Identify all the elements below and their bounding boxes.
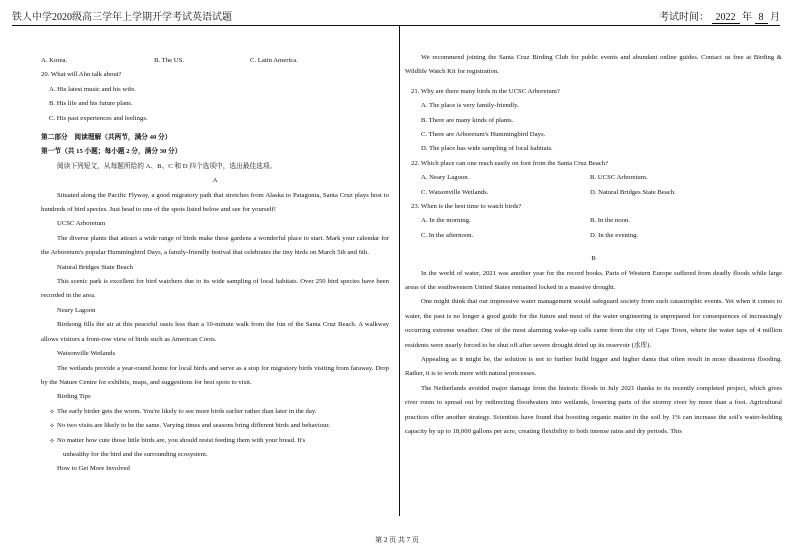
- tip-text: No matter how cute those little birds are, you should resist feeding them with your bread. It's: [57, 436, 306, 444]
- watsonville-text: The wetlands provide a year-round home for local birds and serve as a stop for migratory birds visiting from faraway. Drop by the Nature Centre for exhibits, maps, and suggestions for best spots to visit.: [41, 364, 389, 386]
- option-a: A. Korea.: [41, 57, 68, 64]
- q23-option-a: A. In the morning.: [421, 217, 471, 225]
- exam-year-unit: 年: [742, 12, 752, 23]
- passage-b-paragraph-3: Appealing as it might be, the solution is not to further build bigger and higher dams that often result in more disastrous flooding. Rather, it is to work more with natural processes.: [405, 356, 782, 378]
- tip-item: [41, 419, 389, 433]
- involved-text: We recommend joining the Santa Cruz Birding Club for public events and abundant online guides. Contact us free at Birding & Wildlife Watch Kit for registration.: [405, 54, 782, 76]
- passage-a-label: A: [212, 177, 218, 185]
- neary-lagoon-text: Birdsong fills the air at this peaceful oasis less than a 10-minute walk from the fun of the Santa Cruz Beach. A walkway allows visitors a front-row view of birds such as American Coots.: [41, 321, 389, 343]
- option-b: B. The US.: [154, 57, 184, 64]
- q23-option-d: D. In the evening.: [590, 231, 639, 239]
- q21-option-b: B. There are many kinds of plants.: [421, 116, 514, 124]
- tip-bullet-icon: ✧: [49, 407, 55, 416]
- tip-continuation: unhealthy for the bird and the surrounding ecosystem.: [63, 450, 208, 458]
- q22-option-a: A. Neary Lagoon.: [421, 174, 470, 182]
- q20-option-b: B. His life and his future plans.: [49, 100, 133, 108]
- q22-options-row: [405, 171, 782, 185]
- page-number: 第 2 页 共 7 页: [375, 536, 419, 544]
- tip-item: [41, 434, 389, 448]
- tip-bullet-icon: ✧: [49, 422, 55, 431]
- exam-title: 铁人中学2020级高三学年上学期开学考试英语试题: [12, 12, 232, 23]
- q23-options-row: [405, 214, 782, 228]
- ucsc-title: UCSC Arboretum: [57, 220, 106, 228]
- tip-item: [41, 405, 389, 419]
- passage-b-paragraph-1: In the world of water, 2021 was another year for the record books. Parts of Western Europe suffered from deadly floods while large areas of the southwestern United States remained locked in a massive drought.: [405, 269, 782, 292]
- section1-title: 第一节（共 15 小题；每小题 2 分，满分 30 分）: [41, 148, 182, 156]
- q20-stem: 20. What will Ahn talk about?: [41, 71, 122, 79]
- tip-bullet-icon: ✧: [49, 436, 55, 445]
- ucsc-text: The diverse plants that attract a wide range of birds make these gardens a wonderful place to start. Mark your calendar for the Arboretum's popular Hummingbird Days, a family-friendly festival that celebrates the tiny birds on March 5th and 6th.: [41, 234, 389, 257]
- left-column: [41, 54, 389, 477]
- neary-lagoon-title: Neary Lagoon: [57, 306, 96, 314]
- q23-stem: 23. When is the best time to watch birds?: [411, 203, 522, 211]
- q21-stem: 21. Why are there many birds in the UCSC Arboretum?: [411, 87, 560, 95]
- passage-b-label: B: [591, 255, 596, 263]
- exam-month: 8: [755, 12, 768, 24]
- exam-date: [659, 8, 780, 24]
- natural-bridges-title: Natural Bridges State Beach: [57, 263, 133, 271]
- header-rule: [12, 25, 780, 26]
- column-divider: [399, 26, 400, 516]
- instructions: 阅读下列短文，从每题所给的 A、B、C 和 D 四个选项中，选出最佳选项。: [57, 162, 277, 170]
- exam-year: 2022: [712, 12, 740, 24]
- page-header: [12, 0, 780, 24]
- part2-title: 第二部分 阅读理解（共两节，满分 40 分）: [41, 134, 172, 142]
- how-to-get-involved-title: How to Get More Involved: [57, 465, 130, 473]
- q22-options-row: [405, 186, 782, 200]
- q21-option-c: C. There are Arboretum's Hummingbird Days.: [421, 131, 546, 139]
- passage-b-paragraph-2: One might think that our impressive water management would safeguard society from such catastrophic events. Yet when it comes to water, the past is no longer a good guide for the future and most of the water engineering is unprepared for consequences of increasingly occurring extreme weather. One of the most alarming wake-up calls came from the city of Cape Town, where the water taps of 4 million residents were nearly forced to be shut off after severe drought dried up its reservoir (水库).: [405, 298, 782, 349]
- tip-text: The early birder gets the worm. You're likely to see more birds earlier rather than later in the day.: [57, 407, 317, 415]
- q21-option-a: A. The place is very family-friendly.: [421, 102, 519, 110]
- watsonville-title: Watsonville Wetlands: [57, 350, 116, 358]
- intro-paragraph: Situated along the Pacific Flyway, a good migratory path that stretches from Alaska to Patagonia, Santa Cruz plays host to hundreds of bird species. Just head to one of the spots listed below and see for yourself!: [41, 191, 389, 214]
- birding-tips-title: Birding Tips: [57, 393, 91, 401]
- right-column: [405, 51, 782, 440]
- q23-option-c: C. In the afternoon.: [421, 231, 474, 239]
- q20-option-c: C. His past experiences and feelings.: [49, 114, 148, 122]
- q19-options: [41, 54, 389, 68]
- exam-month-unit: 月: [770, 12, 780, 23]
- spacer: [405, 243, 782, 252]
- tip-text: No two visits are likely to be the same. Varying times and seasons bring different birds and behaviour.: [57, 422, 330, 430]
- option-c: C. Latin America.: [250, 57, 298, 64]
- q22-option-d: D. Natural Bridges State Beach.: [590, 188, 676, 196]
- natural-bridges-text: This scenic park is excellent for bird watchers due to its wide sampling of local habitats. Over 250 bird species have been recorded in the area.: [41, 278, 389, 300]
- q22-stem: 22. Which place can one reach easily on foot from the Santa Cruz Beach?: [411, 159, 609, 167]
- q23-options-row: [405, 229, 782, 243]
- passage-b-paragraph-4: The Netherlands avoided major damage from the historic floods in July 2021 thanks to its recently completed project, which gives river room to spread out by redirecting floodwaters into wetlands, lowering parts of the stormy river by more than a foot. Agricultural practices offer another strategy. Scientists have found that boosting organic matter in the soil by 1% can increase the soil's water-holding capacity by up to 18,000 gallons per acre, creating flexibility to both intense rains and dry periods. This: [405, 384, 782, 436]
- q20-option-a: A. His latest music and his wife.: [49, 85, 136, 93]
- q22-option-c: C. Watsonville Wetlands.: [421, 188, 489, 196]
- q21-option-d: D. The place has wide sampling of local habitats.: [421, 145, 553, 153]
- q23-option-b: B. In the noon.: [590, 217, 630, 225]
- q22-option-b: B. UCSC Arboretum.: [590, 174, 648, 182]
- exam-date-label: 考试时间：: [659, 12, 709, 23]
